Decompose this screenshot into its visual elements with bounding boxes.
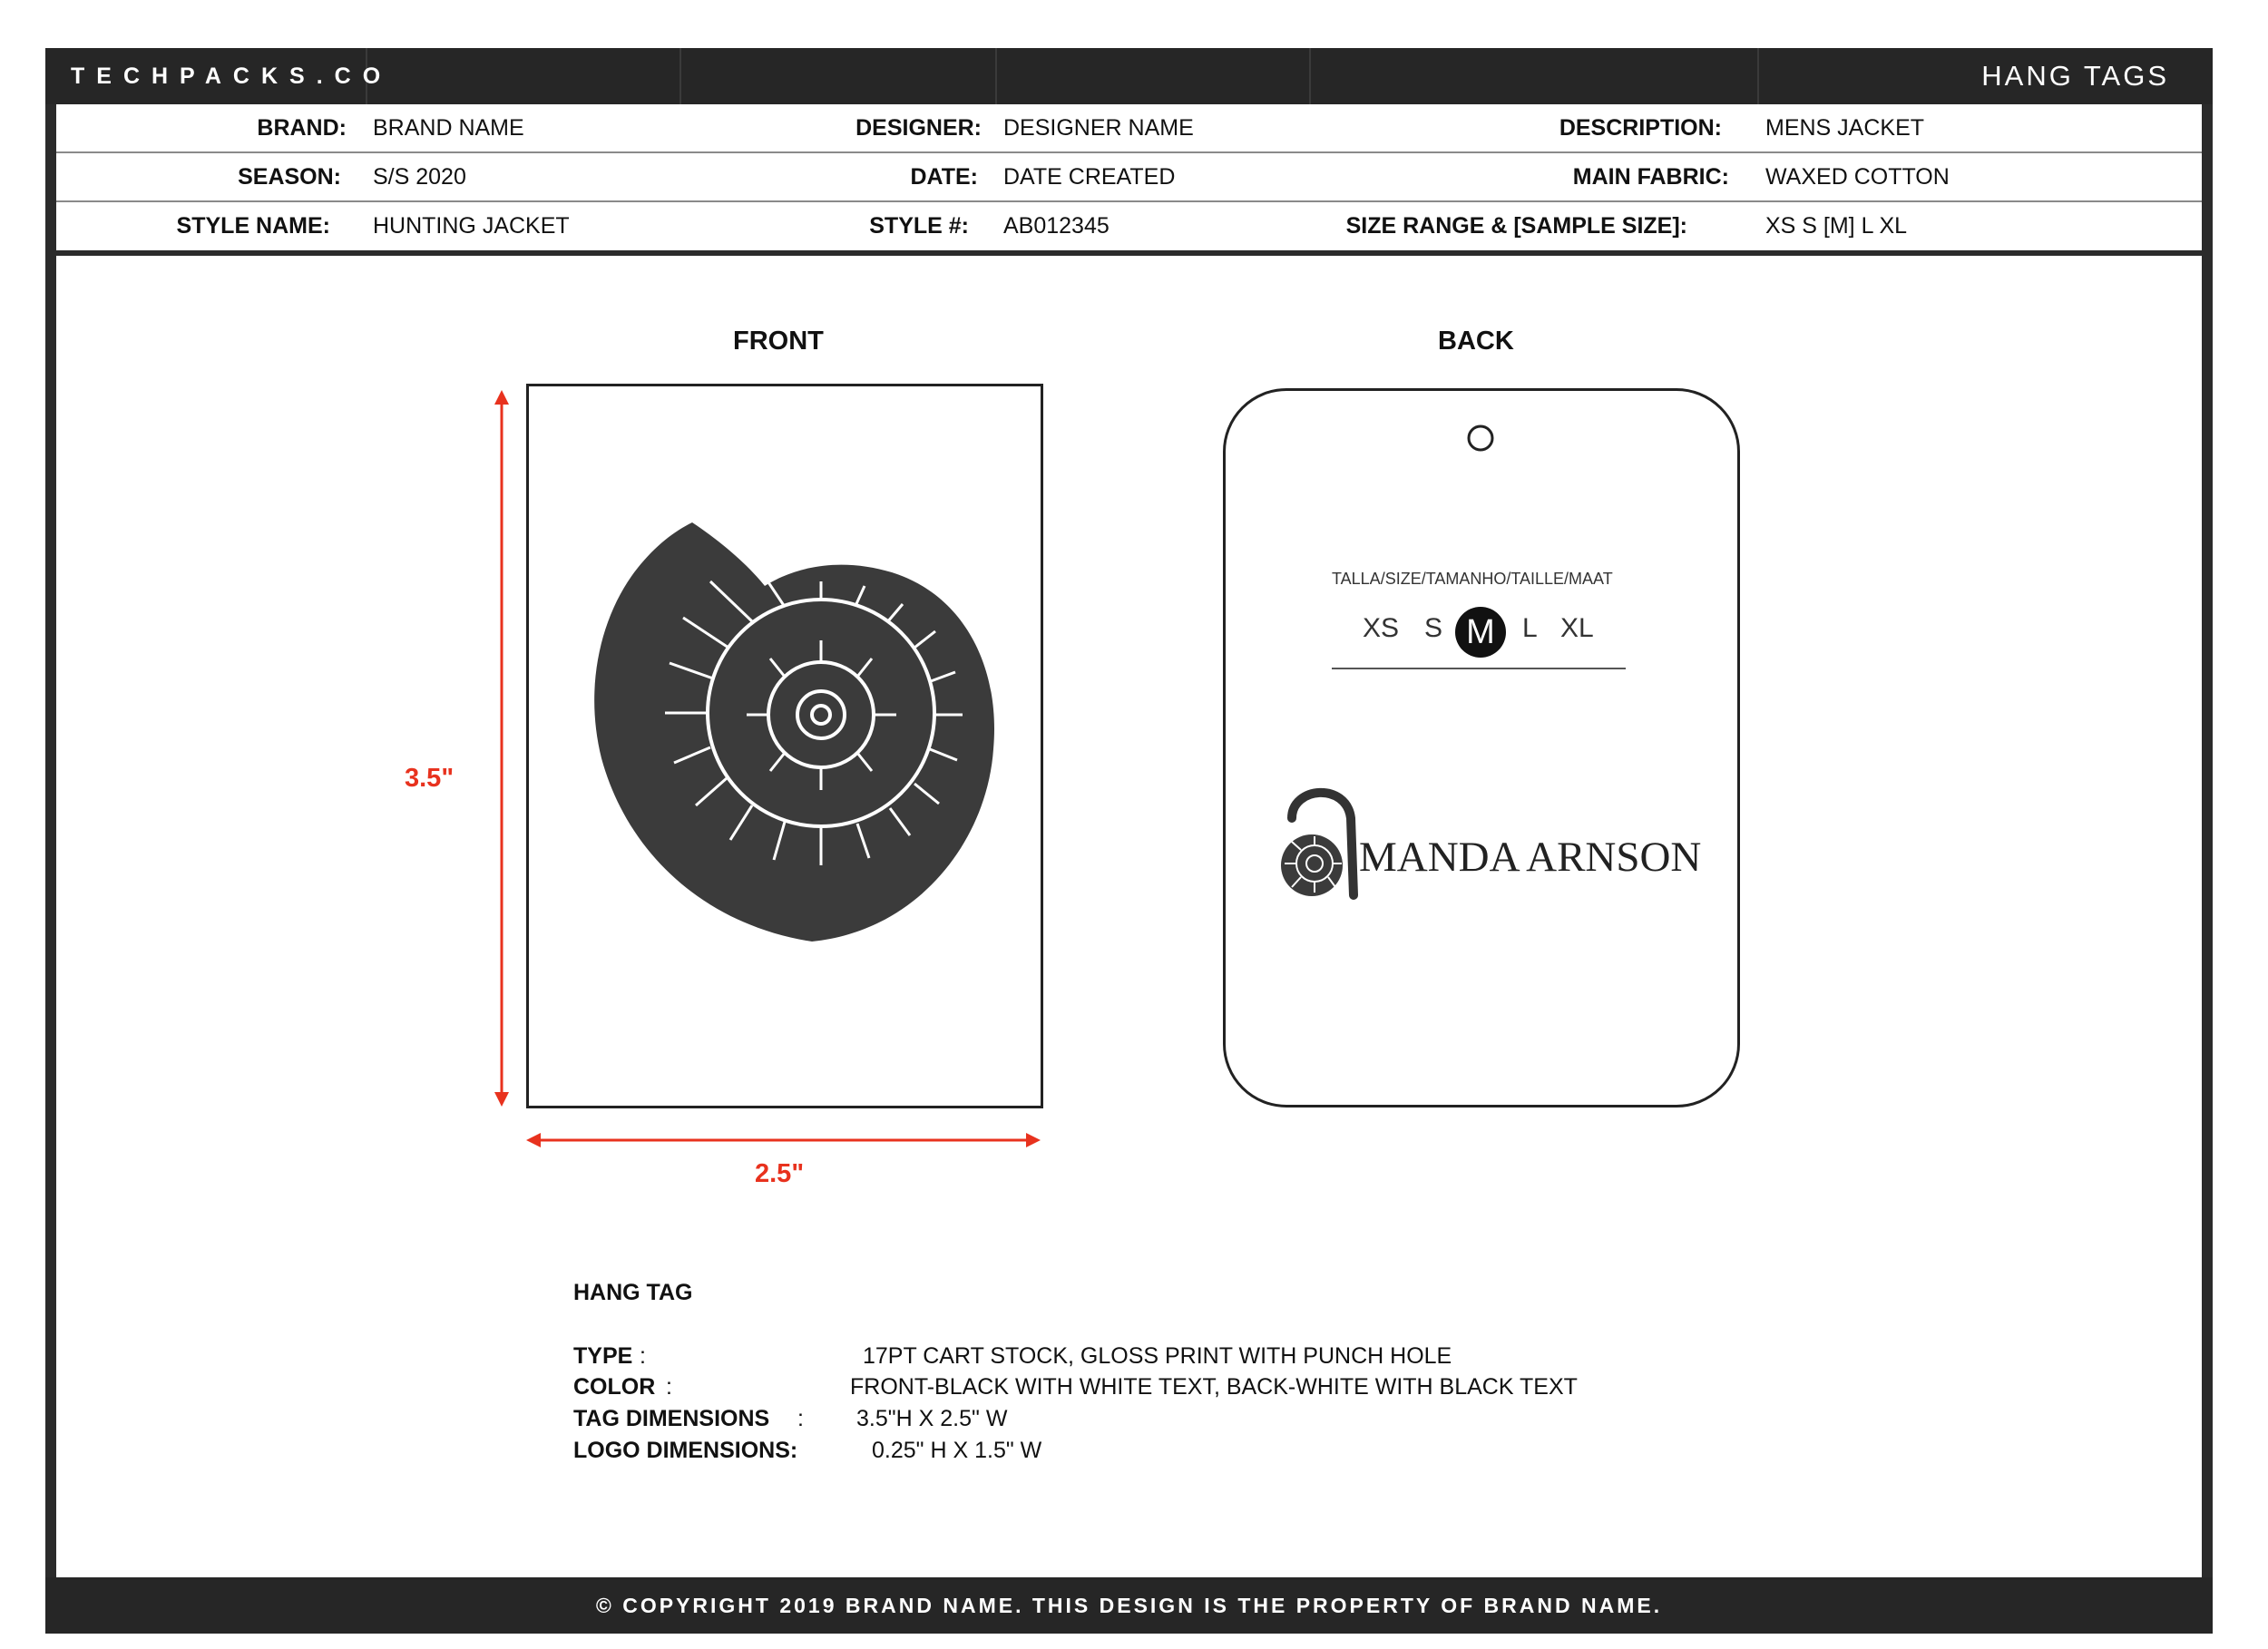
logo-dimensions-value: 0.25" H X 1.5" W	[872, 1438, 1042, 1463]
front-title: FRONT	[733, 327, 824, 356]
type-colon: :	[640, 1343, 646, 1369]
style-name-label: STYLE NAME:	[176, 213, 330, 239]
type-label: TYPE	[573, 1343, 633, 1369]
size-range-value: XS S [M] L XL	[1765, 213, 1908, 239]
color-colon: :	[666, 1374, 672, 1400]
tag-dimensions-label: TAG DIMENSIONS	[573, 1406, 770, 1431]
size-m-selected: M	[1455, 607, 1506, 658]
size-caption: TALLA/SIZE/TAMANHO/TAILLE/MAAT	[1332, 570, 1613, 588]
info-table	[56, 104, 2202, 250]
designer-label: DESIGNER:	[855, 115, 982, 141]
size-xs: XS	[1363, 613, 1400, 643]
specs-heading: HANG TAG	[573, 1280, 693, 1305]
brandmark: TECHPACKS.CO	[71, 63, 393, 89]
punch-hole-icon	[1465, 423, 1496, 454]
front-tag	[526, 384, 1043, 1108]
page-title: HANG TAGS	[1981, 60, 2169, 92]
height-dimension-label: 3.5"	[405, 764, 455, 793]
color-label: COLOR	[573, 1374, 656, 1400]
logo-dimensions-label: LOGO DIMENSIONS:	[573, 1438, 798, 1463]
season-label: SEASON:	[238, 164, 341, 190]
tag-dimensions-value: 3.5"H X 2.5" W	[856, 1406, 1008, 1431]
info-row	[56, 153, 2202, 202]
info-row	[56, 104, 2202, 153]
header-cell	[995, 48, 1311, 104]
main-fabric-label: MAIN FABRIC:	[1572, 164, 1729, 190]
description-value: MENS JACKET	[1765, 115, 1925, 141]
size-divider	[1332, 668, 1626, 669]
brand-label: BRAND:	[257, 115, 347, 141]
color-value: FRONT-BLACK WITH WHITE TEXT, BACK-WHITE WITH BLACK TEXT	[850, 1374, 1578, 1400]
header-cell	[679, 48, 997, 104]
main-fabric-value: WAXED COTTON	[1765, 164, 1950, 190]
ammonite-shell-icon	[529, 386, 1041, 1106]
width-dimension-label: 2.5"	[755, 1159, 805, 1188]
top-bar	[45, 48, 2213, 104]
type-value: 17PT CART STOCK, GLOSS PRINT WITH PUNCH HOLE	[863, 1343, 1452, 1369]
size-l: L	[1522, 613, 1538, 643]
date-label: DATE:	[910, 164, 978, 190]
copyright-footer: © COPYRIGHT 2019 BRAND NAME. THIS DESIGN IS THE PROPERTY OF BRAND NAME.	[45, 1577, 2213, 1634]
description-label: DESCRIPTION:	[1559, 115, 1722, 141]
season-value: S/S 2020	[373, 164, 466, 190]
amanda-arnson-logo-icon	[1274, 782, 1364, 900]
info-row	[56, 202, 2202, 249]
width-dimension-arrow	[526, 1127, 1041, 1154]
designer-value: DESIGNER NAME	[1003, 115, 1194, 141]
header-cell	[1309, 48, 1759, 104]
date-value: DATE CREATED	[1003, 164, 1176, 190]
style-name-value: HUNTING JACKET	[373, 213, 570, 239]
style-number-value: AB012345	[1003, 213, 1110, 239]
height-dimension-arrow	[484, 390, 519, 1107]
tag-dimensions-colon: :	[797, 1406, 804, 1431]
back-title: BACK	[1438, 327, 1514, 356]
brand-logo-text: MANDA ARNSON	[1359, 834, 1702, 881]
header-cell	[366, 48, 681, 104]
size-s: S	[1424, 613, 1443, 643]
size-xl: XL	[1560, 613, 1594, 643]
size-range-label: SIZE RANGE & [SAMPLE SIZE]:	[1345, 213, 1687, 239]
style-number-label: STYLE #:	[869, 213, 969, 239]
back-tag	[1223, 388, 1740, 1107]
brand-value: BRAND NAME	[373, 115, 524, 141]
